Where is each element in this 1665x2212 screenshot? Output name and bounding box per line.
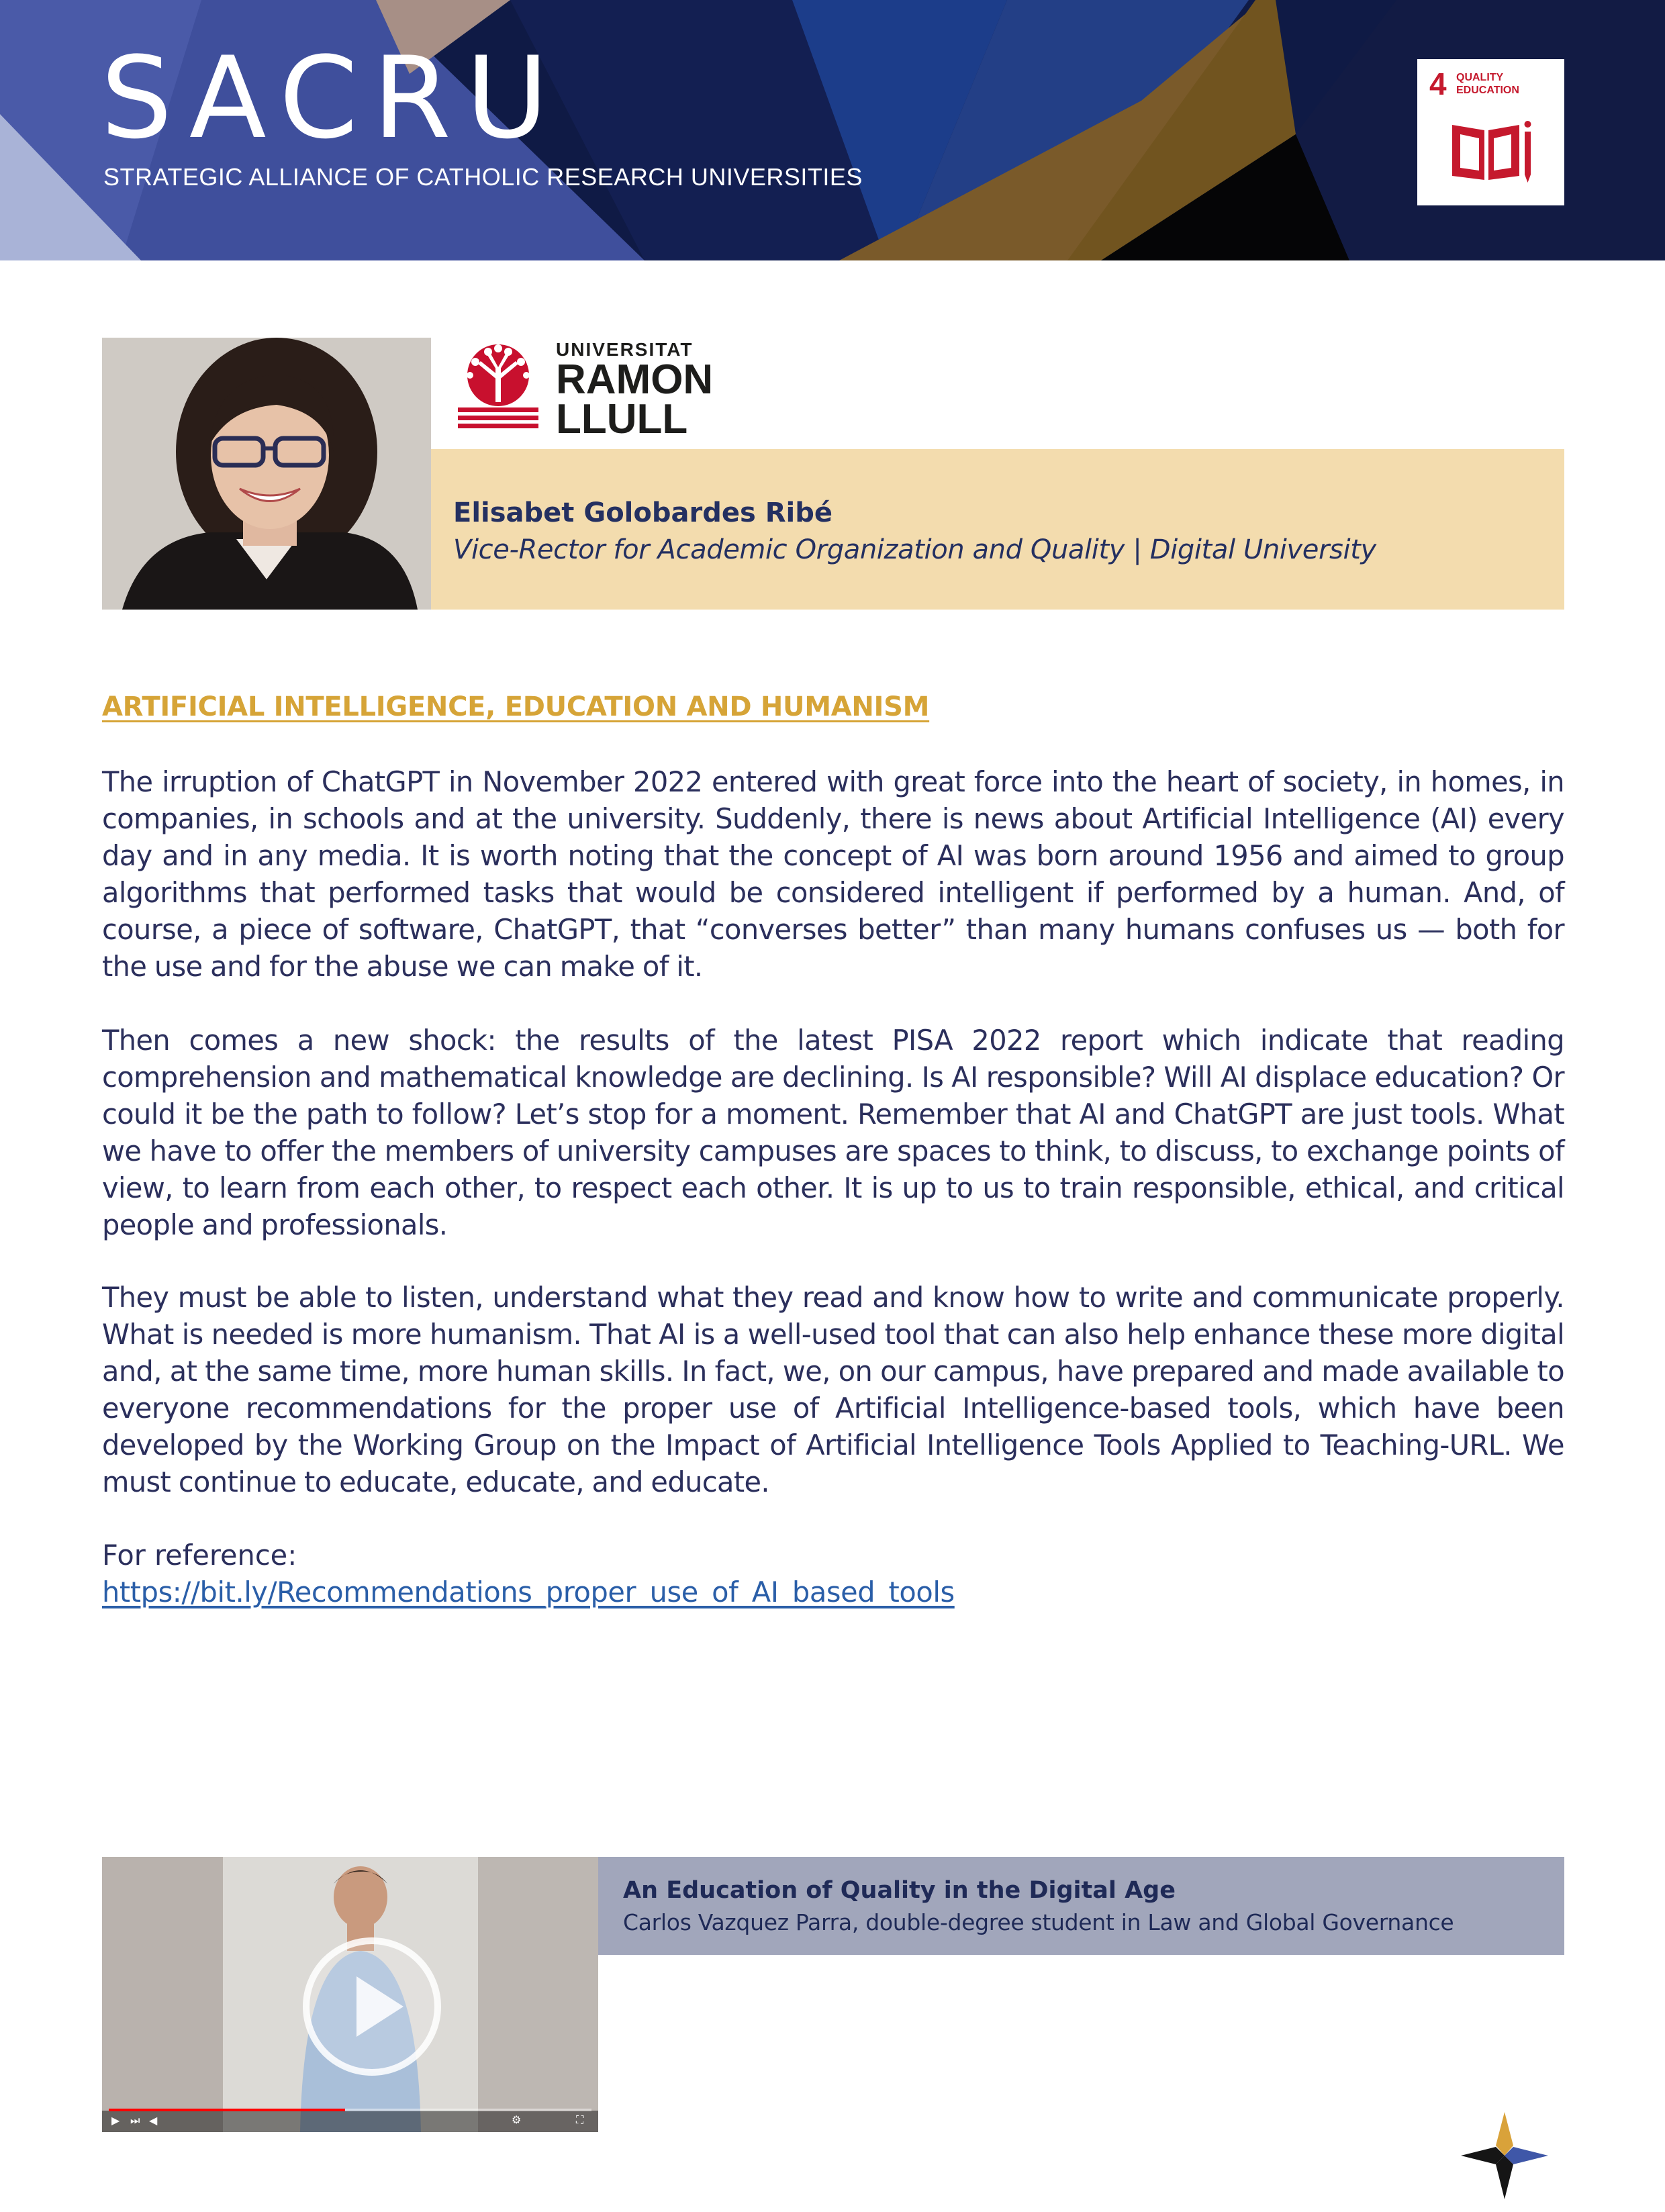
- video-subtitle: Carlos Vazquez Parra, double-degree student in Law and Global Governance: [623, 1909, 1454, 1935]
- video-settings-control-icon[interactable]: ⚙: [512, 2113, 522, 2126]
- book-pencil-icon: [1449, 118, 1534, 183]
- video-caption-box: [598, 1857, 1564, 1955]
- brand-subtitle: STRATEGIC ALLIANCE OF CATHOLIC RESEARCH UNIVERSITIES: [103, 163, 863, 191]
- sdg-label-line2: EDUCATION: [1456, 85, 1519, 96]
- video-fullscreen-control-icon[interactable]: ⛶: [576, 2113, 584, 2126]
- video-control-bar: [102, 2111, 598, 2132]
- video-progress-fill: [109, 2109, 345, 2111]
- video-progress-track[interactable]: [109, 2109, 591, 2111]
- sdg-quality-education-badge: [1417, 59, 1564, 205]
- video-volume-control-icon[interactable]: ◀: [149, 2114, 158, 2127]
- author-name: Elisabet Golobardes Ribé: [453, 497, 832, 528]
- video-play-control-icon[interactable]: ▶: [111, 2114, 120, 2127]
- article-paragraph-2: Then comes a new shock: the results of the latest PISA 2022 report which indicate that reading comprehension and mathematical knowledge are declining. Is AI responsible? Will AI displace education? Or could it be the path to follow? Let’s stop for a moment. Remember that AI and ChatGPT are just tools. What we have to offer the members of university campuses are spaces to think, to discuss, to exchange points of view, to learn from each other, to respect each other. It is up to us to train responsible, ethical, and critical people and professionals.: [102, 1024, 1564, 1241]
- university-name-line3: LLULL: [556, 396, 688, 442]
- tree-emblem-icon: [451, 340, 545, 431]
- header-banner: [0, 0, 1665, 260]
- sacru-star-logo-icon: [1461, 2112, 1548, 2199]
- brand-title: SACRU: [101, 32, 563, 164]
- author-photo: [102, 338, 431, 610]
- video-title: An Education of Quality in the Digital Age: [623, 1877, 1176, 1904]
- reference-label: For reference:: [102, 1539, 297, 1572]
- video-next-control-icon[interactable]: ⏭: [130, 2114, 140, 2127]
- play-icon[interactable]: [301, 1936, 442, 2077]
- sdg-number: 4: [1429, 66, 1447, 101]
- author-info-box: [431, 449, 1564, 610]
- sdg-label-line1: QUALITY: [1456, 72, 1504, 83]
- sdg-label: [1456, 71, 1557, 97]
- reference-link[interactable]: https://bit.ly/Recommendations_proper_use_of_AI_based_tools: [102, 1576, 955, 1608]
- article-paragraph-1: The irruption of ChatGPT in November 2022 entered with great force into the heart of society, in homes, in companies, in schools and at the university. Suddenly, there is news about Artificial Intelligence (AI) every day and in any media. It is worth noting that the concept of AI was born around 1956 and aimed to group algorithms that performed tasks that would be considered intelligent if performed by a human. And, of course, a piece of software, ChatGPT, that “converses better” than many humans confuses us — both for the use and for the abuse we can make of it.: [102, 765, 1564, 983]
- article-paragraph-3: They must be able to listen, understand what they read and know how to write and communicate properly. What is needed is more humanism. That AI is a well-used tool that can also help enhance these more digital and, at the same time, more human skills. In fact, we, on our campus, have prepared and made available to everyone recommendations for the proper use of Artificial Intelligence-based tools, which have been developed by the Working Group on the Impact of Artificial Intelligence Tools Applied to Teaching-URL. We must continue to educate, educate, and educate.: [102, 1281, 1564, 1498]
- video-thumbnail[interactable]: [102, 1857, 598, 2132]
- university-name-line2: RAMON: [556, 356, 714, 403]
- university-name-line1: UNIVERSITAT: [556, 339, 694, 360]
- university-name: [556, 339, 714, 442]
- author-role: Vice-Rector for Academic Organization and Quality | Digital University: [453, 534, 1376, 565]
- article-heading: ARTIFICIAL INTELLIGENCE, EDUCATION AND HUMANISM: [102, 691, 930, 722]
